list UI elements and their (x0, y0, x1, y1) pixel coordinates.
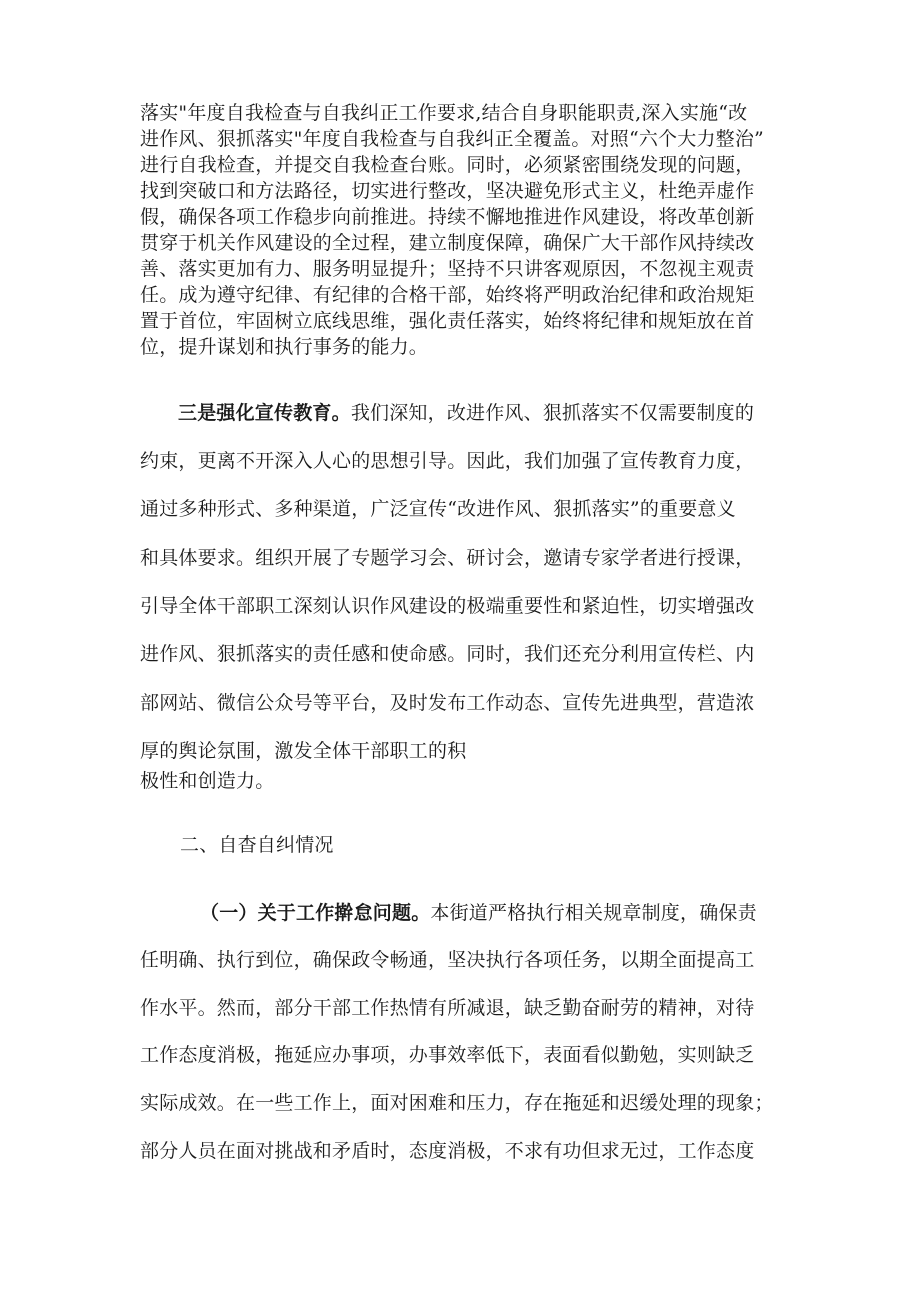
para2-line-2: 约束，更离不开深入人心的思想引导。因此，我们加强了宣传教育力度， (140, 450, 755, 472)
para2-line-3: 通过多种形式、多种渠道，广泛宣传“改进作风、狠抓落实”的重要意义 (140, 498, 736, 520)
para1-line-7: 善、落实更加有力、服务明显提升；坚持不只讲客观原因，不忽视主观责 (140, 258, 755, 280)
para1-line-1: 落实"年度自我检查与自我纠正工作要求,结合自身职能职责,深入实施“改 (140, 102, 748, 124)
para1-line-6: 贯穿于机关作风建设的全过程，建立制度保障，确保广大干部作风持续改 (140, 232, 755, 254)
para1-line-10: 位，提升谋划和执行事务的能力。 (140, 336, 429, 358)
para2-line-7: 部网站、微信公众号等平台，及时发布工作动态、宣传先进典型，营造浓 (140, 692, 755, 714)
para2-line-1 (178, 400, 754, 426)
para1-line-4: 找到突破口和方法路径，切实进行整改，坚决避免形式主义，杜绝弄虚作 (140, 180, 755, 202)
para2-first: 我们深知，改进作风、狠抓落实不仅需要制度的 (350, 402, 755, 424)
para2-line-9: 极性和创造力。 (140, 770, 275, 792)
para2-line-8: 厚的舆论氛围，激发全体干部职工的积 (140, 740, 467, 762)
para3-line-4: 工作态度消极，拖延应办事项，办事效率低下，表面看似勤勉，实则缺乏 (140, 1044, 755, 1066)
para2-line-5: 引导全体干部职工深刻认识作风建设的极端重要性和紧迫性，切实增强改 (140, 595, 755, 617)
para3-line-6: 部分人员在面对挑战和矛盾时，态度消极，不求有功但求无过，工作态度 (140, 1140, 755, 1162)
para3-lead: （一）关于工作擀怠问题。 (200, 902, 431, 924)
para1-line-5: 假，确保各项工作稳步向前推进。持续不懈地推进作风建设，将改革创新 (140, 206, 755, 228)
para1-line-8: 任。成为遵守纪律、有纪律的合格干部，始终将严明政治纪律和政治规矩 (140, 284, 755, 306)
para1-line-2: 进作风、狠抓落实"年度自我检查与自我纠正全覆盖。对照“六个大力整治” (140, 128, 764, 150)
para3-line-3: 作水平。然而，部分干部工作热情有所减退，缺乏勤奋耐劳的精神，对待 (140, 997, 755, 1019)
para1-line-3: 进行自我检查，并提交自我检查台账。同时，必须紧密围绕发现的问题， (140, 154, 755, 176)
para2-line-4: 和具体要求。组织开展了专题学习会、研讨会，邀请专家学者进行授课， (140, 547, 755, 569)
para2-lead: 三是强化宣传教育。 (178, 402, 351, 424)
para1-line-9: 置于首位，牢固树立底线思维，强化责任落实，始终将纪律和规矩放在首 (140, 310, 755, 332)
para3-line-5: 实际成效。在一些工作上，面对困难和压力，存在拖延和迟缓处理的现象； (140, 1092, 774, 1114)
para3-line-2: 任明确、执行到位，确保政令畅通，坚决执行各项任务，以期全面提高工 (140, 949, 755, 971)
para2-line-6: 进作风、狠抓落实的责任感和使命感。同时，我们还充分利用宣传栏、内 (140, 643, 755, 665)
para3-line-1 (200, 900, 757, 926)
section-heading: 二、自杳自纠情况 (180, 834, 334, 856)
para3-first: 本街道严格执行相关规章制度，确保责 (430, 902, 757, 924)
